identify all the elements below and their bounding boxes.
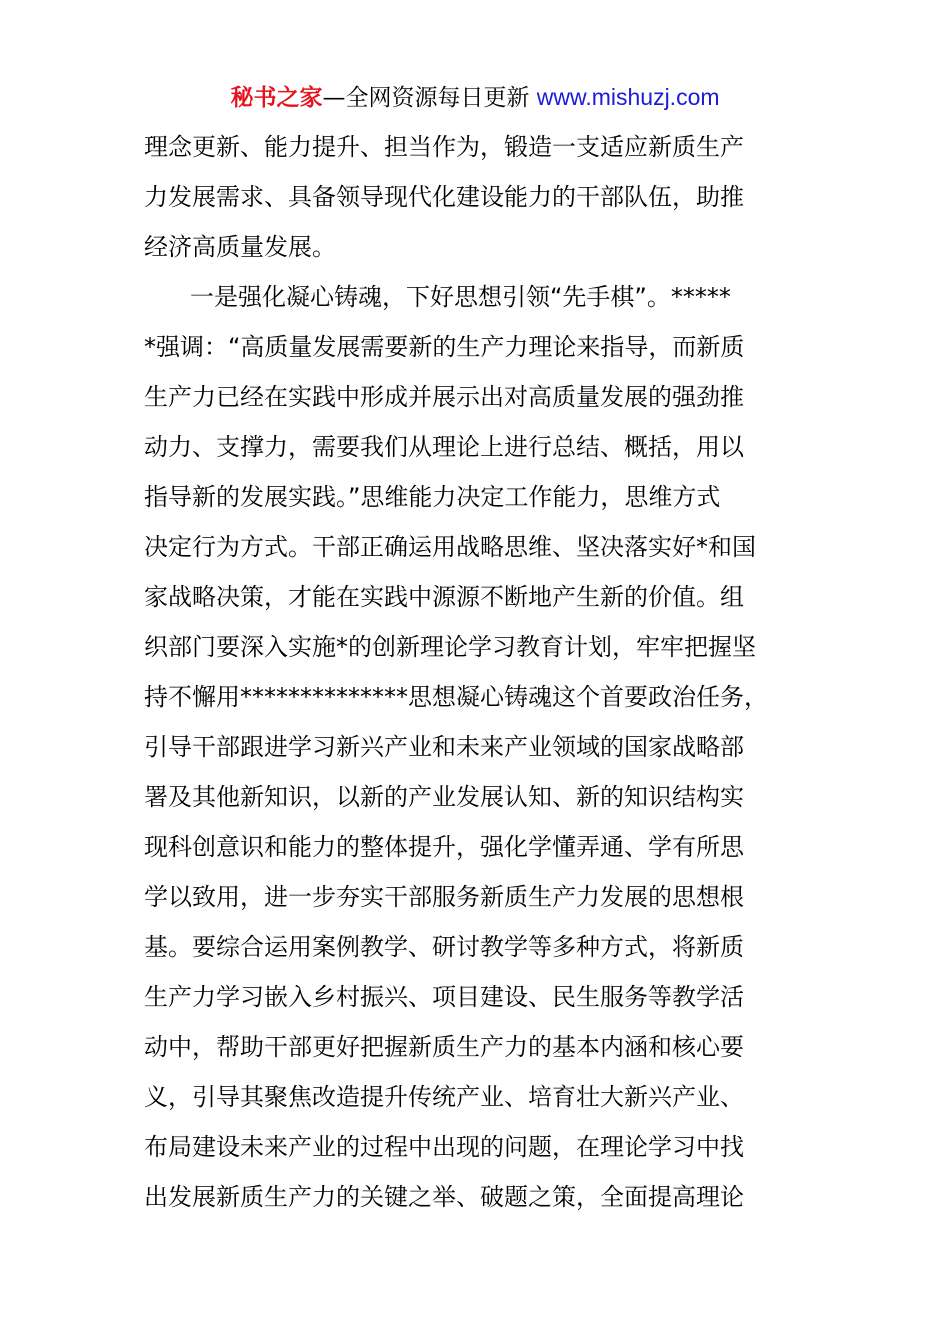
- brand-name: 秘书之家: [230, 85, 323, 111]
- text-line: 基。要综合运用案例教学、研讨教学等多种方式，将新质: [144, 933, 744, 961]
- text-line: 经济高质量发展。: [144, 233, 336, 261]
- text-line: 义，引导其聚焦改造提升传统产业、培育壮大新兴产业、: [144, 1083, 744, 1111]
- text-line: 生产力学习嵌入乡村振兴、项目建设、民生服务等教学活: [144, 983, 744, 1011]
- text-line: 现科创意识和能力的整体提升，强化学懂弄通、学有所思: [144, 833, 744, 861]
- site-url[interactable]: www.mishuzj.com: [536, 84, 720, 110]
- page-header: [0, 80, 950, 115]
- paragraph-heading-line: 一是强化凝心铸魂，下好思想引领“先手棋”。*****: [190, 283, 731, 311]
- text-line: 署及其他新知识，以新的产业发展认知、新的知识结构实: [144, 783, 744, 811]
- text-line: 生产力已经在实践中形成并展示出对高质量发展的强劲推: [144, 383, 744, 411]
- document-body: [144, 127, 834, 1227]
- text-line: 决定行为方式。干部正确运用战略思维、坚决落实好*和国: [144, 533, 756, 561]
- text-line: 引导干部跟进学习新兴产业和未来产业领域的国家战略部: [144, 733, 744, 761]
- text-line: 持不懈用**************思想凝心铸魂这个首要政治任务，: [144, 683, 768, 711]
- text-line: 理念更新、能力提升、担当作为，锻造一支适应新质生产: [144, 133, 744, 161]
- header-slogan: —全网资源每日更新: [322, 85, 537, 111]
- text-line: *强调：“高质量发展需要新的生产力理论来指导，而新质: [144, 333, 745, 361]
- text-line: 织部门要深入实施*的创新理论学习教育计划，牢牢把握坚: [144, 633, 756, 661]
- text-line: 学以致用，进一步夯实干部服务新质生产力发展的思想根: [144, 883, 744, 911]
- text-line: 动中，帮助干部更好把握新质生产力的基本内涵和核心要: [144, 1033, 744, 1061]
- text-line: 指导新的发展实践。”思维能力决定工作能力，思维方式: [144, 483, 721, 511]
- text-line: 布局建设未来产业的过程中出现的问题，在理论学习中找: [144, 1133, 744, 1161]
- text-line: 出发展新质生产力的关键之举、破题之策，全面提高理论: [144, 1183, 744, 1211]
- text-line: 家战略决策，才能在实践中源源不断地产生新的价值。组: [144, 583, 744, 611]
- text-line: 力发展需求、具备领导现代化建设能力的干部队伍，助推: [144, 183, 744, 211]
- text-line: 动力、支撑力，需要我们从理论上进行总结、概括，用以: [144, 433, 744, 461]
